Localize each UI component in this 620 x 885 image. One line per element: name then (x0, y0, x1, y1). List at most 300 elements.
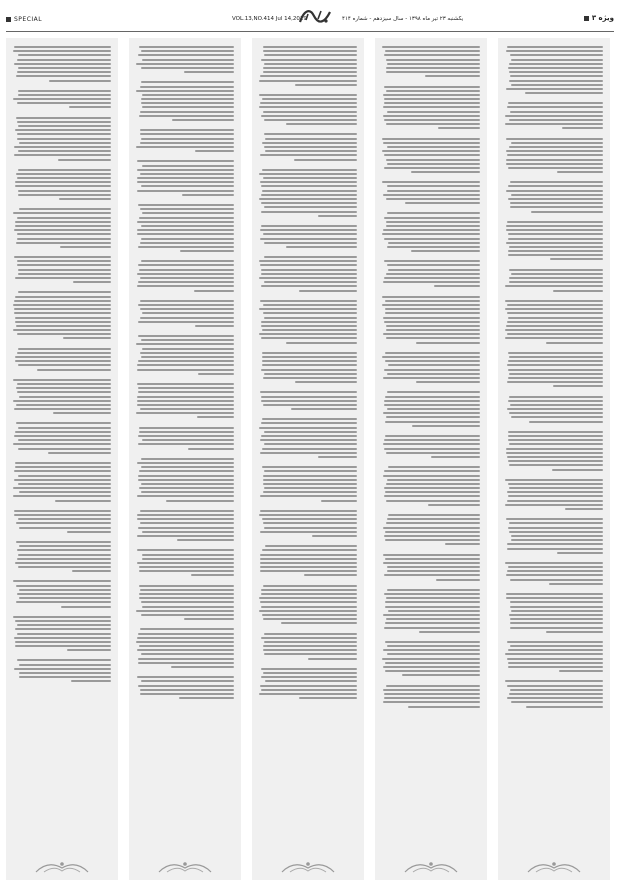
text-line (384, 98, 480, 100)
text-line (506, 50, 603, 52)
text-line (412, 425, 480, 427)
text-line (507, 106, 603, 108)
text-line (508, 369, 603, 371)
text-line (261, 637, 357, 639)
text-line (13, 487, 111, 489)
paragraph-gap (505, 710, 603, 712)
text-line (505, 329, 603, 331)
text-line (138, 204, 234, 206)
text-line (383, 229, 480, 231)
text-line (383, 115, 480, 117)
text-line (384, 321, 480, 323)
text-line (383, 317, 480, 319)
text-line (16, 173, 111, 175)
paragraph-gap (505, 556, 603, 558)
text-line (13, 212, 111, 214)
text-line (384, 154, 480, 156)
text-line (142, 165, 234, 167)
text-line (141, 102, 234, 104)
text-line (382, 296, 480, 298)
text-line (264, 633, 357, 635)
text-line (508, 566, 603, 568)
paragraph-gap (382, 290, 480, 292)
text-line (138, 335, 234, 337)
text-line (384, 167, 480, 169)
paragraph-gap (505, 587, 603, 589)
text-line (67, 531, 111, 533)
text-line (508, 238, 603, 240)
text-line (141, 238, 234, 240)
paragraph-gap (259, 88, 357, 90)
text-line (384, 86, 480, 88)
text-line (263, 479, 357, 481)
paragraph-gap (136, 198, 234, 200)
text-line (137, 562, 234, 564)
text-line (531, 211, 603, 213)
text-line (260, 154, 357, 156)
column-text (136, 46, 234, 707)
text-line (386, 452, 480, 454)
text-line (16, 601, 111, 603)
paragraph-gap (13, 250, 111, 252)
text-line (385, 662, 480, 664)
text-line (15, 185, 111, 187)
section-label-right-text: ویژه ۳ (591, 14, 614, 22)
text-line (383, 614, 480, 616)
text-line (13, 304, 111, 306)
text-line (386, 90, 480, 92)
text-line (14, 308, 111, 310)
text-line (387, 190, 480, 192)
text-line (18, 448, 111, 450)
text-line (198, 373, 234, 375)
text-line (382, 304, 480, 306)
text-line (17, 138, 111, 140)
ornament-icon (403, 858, 459, 876)
text-line (384, 574, 480, 576)
text-line (386, 618, 480, 620)
text-line (507, 154, 603, 156)
text-line (384, 369, 480, 371)
text-line (387, 570, 480, 572)
text-line (384, 400, 480, 402)
text-line (60, 246, 111, 248)
text-line (508, 483, 603, 485)
text-line (259, 514, 357, 516)
text-line (264, 431, 357, 433)
text-line (137, 400, 234, 402)
text-line (17, 659, 111, 661)
ornament-icon (280, 858, 336, 876)
text-line (14, 435, 111, 437)
text-line (509, 531, 603, 533)
text-line (261, 269, 357, 271)
text-line (18, 291, 111, 293)
text-line (384, 54, 480, 56)
text-line (194, 290, 234, 292)
text-line (387, 146, 480, 148)
text-line (17, 233, 111, 235)
square-bullet-icon (6, 17, 11, 22)
text-line (19, 396, 111, 398)
text-line (142, 554, 234, 556)
text-line (137, 364, 234, 366)
text-line (386, 500, 480, 502)
text-line (260, 238, 357, 240)
text-line (19, 142, 111, 144)
text-line (137, 160, 234, 162)
text-line (17, 102, 111, 104)
text-line (385, 421, 480, 423)
text-line (139, 593, 234, 595)
text-line (562, 127, 603, 129)
text-line (142, 439, 234, 441)
text-line (17, 624, 111, 626)
text-line (138, 391, 234, 393)
text-line (383, 412, 480, 414)
text-line (59, 198, 111, 200)
text-line (260, 601, 357, 603)
text-line (388, 269, 480, 271)
text-line (508, 254, 603, 256)
text-line (139, 217, 234, 219)
text-line (382, 138, 480, 140)
paragraph-gap (505, 175, 603, 177)
text-line (506, 163, 603, 165)
text-line (263, 649, 357, 651)
text-line (507, 570, 603, 572)
text-line (383, 649, 480, 651)
text-line (508, 360, 603, 362)
text-line (259, 260, 357, 262)
text-line (385, 360, 480, 362)
text-line (18, 566, 111, 568)
text-line (263, 645, 357, 647)
text-line (260, 181, 357, 183)
text-line (384, 495, 480, 497)
text-line (141, 81, 234, 83)
text-line (16, 242, 111, 244)
text-line (261, 59, 357, 61)
text-line (262, 614, 357, 616)
text-line (137, 495, 234, 497)
text-line (17, 549, 111, 551)
text-line (18, 439, 111, 441)
text-line (137, 514, 234, 516)
text-line (507, 333, 603, 335)
text-line (383, 142, 480, 144)
text-line (445, 543, 480, 545)
text-line (384, 439, 480, 441)
paragraph-gap (136, 543, 234, 545)
text-line (263, 46, 357, 48)
ornament-icon (526, 858, 582, 876)
text-line (508, 102, 603, 104)
text-line (508, 233, 603, 235)
text-line (508, 649, 603, 651)
text-line (261, 273, 357, 275)
text-line (138, 443, 234, 445)
paragraph-gap (136, 452, 234, 454)
paragraph-gap (259, 504, 357, 506)
text-line (505, 337, 603, 339)
text-line (14, 256, 111, 258)
text-line (261, 435, 357, 437)
text-line (141, 225, 234, 227)
paragraph-gap (505, 294, 603, 296)
text-line (16, 325, 111, 327)
paragraph-gap (13, 342, 111, 344)
text-line (197, 416, 234, 418)
text-line (18, 169, 111, 171)
text-line (388, 242, 480, 244)
text-line (259, 277, 357, 279)
text-line (387, 479, 480, 481)
text-line (18, 269, 111, 271)
text-line (385, 558, 480, 560)
text-line (140, 242, 234, 244)
text-line (142, 94, 234, 96)
text-line (383, 554, 480, 556)
text-line (69, 106, 111, 108)
text-line (137, 676, 234, 678)
text-line (13, 580, 111, 582)
section-label-text: SPECIAL (14, 16, 43, 23)
text-line (286, 246, 357, 248)
text-line (188, 448, 234, 450)
text-line (507, 641, 603, 643)
text-line (15, 462, 111, 464)
text-line (382, 181, 480, 183)
text-line (71, 680, 111, 682)
text-line (386, 325, 480, 327)
text-line (139, 487, 234, 489)
text-line (385, 601, 480, 603)
text-line (507, 408, 603, 410)
text-line (260, 685, 357, 687)
text-line (507, 658, 603, 660)
text-line (140, 277, 234, 279)
text-line (140, 352, 234, 354)
paragraph-gap (382, 206, 480, 208)
paragraph-gap (382, 175, 480, 177)
text-line (263, 71, 357, 73)
column-1 (6, 38, 118, 880)
text-line (37, 369, 111, 371)
text-line (141, 50, 234, 52)
text-line (286, 123, 357, 125)
text-line (508, 377, 603, 379)
text-line (383, 689, 480, 691)
paragraph-gap (259, 385, 357, 387)
paragraph-gap (505, 96, 603, 98)
text-line (295, 84, 357, 86)
text-line (262, 364, 357, 366)
text-line (262, 190, 357, 192)
text-line (182, 194, 234, 196)
text-line (17, 121, 111, 123)
header-rule (6, 31, 614, 32)
text-line (138, 662, 234, 664)
text-line (16, 117, 111, 119)
text-line (264, 281, 357, 283)
text-line (304, 574, 357, 576)
text-line (67, 649, 111, 651)
paragraph-gap (259, 627, 357, 629)
paragraph-gap (259, 662, 357, 664)
text-line (177, 539, 234, 541)
text-line (506, 593, 603, 595)
text-line (14, 229, 111, 231)
text-line (386, 329, 480, 331)
text-line (139, 570, 234, 572)
text-line (17, 238, 111, 240)
paragraph-gap (136, 294, 234, 296)
text-line (312, 535, 357, 537)
paragraph-gap (13, 535, 111, 537)
paragraph-gap (136, 154, 234, 156)
text-line (385, 435, 480, 437)
text-line (386, 522, 480, 524)
text-line (509, 522, 603, 524)
text-line (508, 662, 603, 664)
paragraph-gap (505, 635, 603, 637)
text-line (259, 173, 357, 175)
text-line (141, 653, 234, 655)
text-line (259, 427, 357, 429)
text-line (142, 348, 234, 350)
text-line (506, 190, 603, 192)
text-line (507, 548, 603, 550)
paragraph-gap (259, 539, 357, 541)
text-line (506, 597, 603, 599)
text-line (140, 317, 234, 319)
paragraph-gap (382, 254, 480, 256)
text-line (387, 185, 480, 187)
text-line (264, 54, 357, 56)
text-line (387, 212, 480, 214)
text-line (136, 343, 234, 345)
text-line (263, 404, 357, 406)
text-line (507, 500, 603, 502)
text-line (557, 552, 603, 554)
paragraph-gap (259, 346, 357, 348)
text-line (261, 115, 357, 117)
text-line (509, 71, 603, 73)
text-line (508, 185, 603, 187)
text-line (191, 574, 234, 576)
paragraph-gap (382, 132, 480, 134)
text-line (318, 456, 357, 458)
text-line (507, 221, 603, 223)
text-line (140, 86, 234, 88)
text-line (510, 75, 603, 77)
text-line (137, 396, 234, 398)
text-line (264, 256, 357, 258)
text-line (139, 585, 234, 587)
text-line (383, 194, 480, 196)
text-line (139, 597, 234, 599)
text-line (384, 119, 480, 121)
text-line (15, 562, 111, 564)
text-line (18, 67, 111, 69)
paragraph-gap (259, 294, 357, 296)
text-line (261, 285, 357, 287)
text-line (19, 589, 111, 591)
text-line (141, 98, 234, 100)
text-line (195, 150, 234, 152)
text-line (291, 408, 357, 410)
text-line (438, 127, 480, 129)
text-line (308, 658, 357, 660)
paragraph-gap (136, 701, 234, 703)
text-line (525, 92, 603, 94)
text-line (259, 80, 357, 82)
text-line (139, 431, 234, 433)
text-line (259, 94, 357, 96)
text-line (509, 443, 603, 445)
text-line (14, 514, 111, 516)
text-line (507, 364, 603, 366)
text-line (17, 333, 111, 335)
text-line (140, 693, 234, 695)
text-line (262, 98, 357, 100)
text-line (260, 554, 357, 556)
text-line (508, 167, 603, 169)
text-line (137, 273, 234, 275)
text-line (385, 539, 480, 541)
text-line (382, 356, 480, 358)
paragraph-gap (136, 377, 234, 379)
text-line (387, 645, 480, 647)
text-line (260, 495, 357, 497)
text-line (63, 337, 111, 339)
text-line (15, 620, 111, 622)
text-line (166, 500, 234, 502)
text-line (557, 171, 603, 173)
column-2 (129, 38, 241, 880)
text-line (18, 150, 111, 152)
text-line (260, 510, 357, 512)
text-line (19, 491, 111, 493)
text-line (137, 221, 234, 223)
text-line (510, 54, 603, 56)
text-line (262, 352, 357, 354)
text-line (138, 475, 234, 477)
text-line (18, 348, 111, 350)
text-line (265, 138, 357, 140)
text-line (510, 689, 603, 691)
text-line (387, 373, 480, 375)
text-line (139, 645, 234, 647)
text-line (19, 676, 111, 678)
text-line (281, 622, 357, 624)
text-line (139, 46, 234, 48)
text-line (260, 570, 357, 572)
text-line (15, 321, 111, 323)
column-text (259, 46, 357, 707)
text-line (436, 579, 480, 581)
paragraph-gap (136, 421, 234, 423)
text-line (511, 59, 603, 61)
text-line (384, 448, 480, 450)
text-line (386, 337, 480, 339)
text-line (299, 697, 357, 699)
text-line (262, 466, 357, 468)
text-line (509, 281, 603, 283)
text-line (15, 277, 111, 279)
text-line (262, 360, 357, 362)
